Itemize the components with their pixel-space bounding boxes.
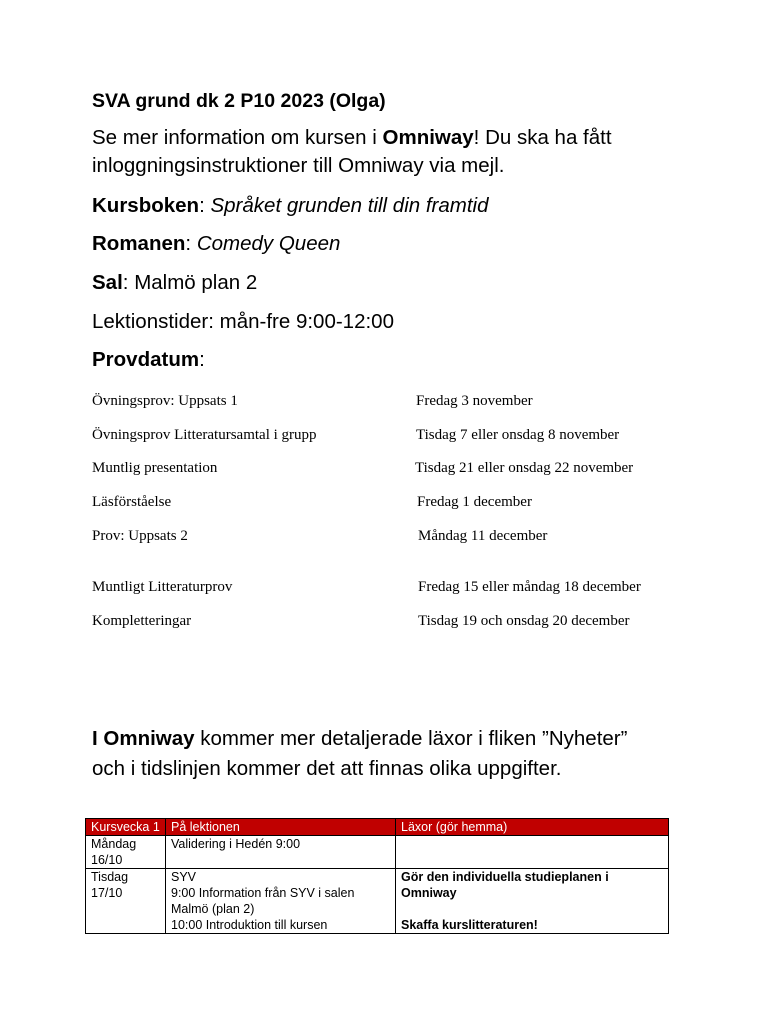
romanen-value: Comedy Queen	[196, 232, 341, 255]
exam-name: Övningsprov: Uppsats 1	[92, 393, 238, 409]
provdatum-sep: :	[199, 348, 205, 371]
schedule-lesson	[166, 869, 396, 934]
table-row	[86, 869, 669, 934]
schedule-lesson: Validering i Hedén 9:00	[166, 836, 396, 869]
exam-name: Muntlig presentation	[92, 460, 218, 476]
kursboken-sep: :	[199, 194, 211, 217]
romanen-label: Romanen	[92, 232, 186, 255]
lesson-line: SYV	[171, 870, 197, 884]
provdatum-line	[92, 347, 205, 373]
omniway-note-rest: kommer mer detaljerade läxor i fliken ”Nyheter”	[194, 727, 628, 750]
exam-name: Kompletteringar	[92, 613, 192, 629]
romanen-line	[92, 231, 340, 257]
exam-date: Måndag 11 december	[418, 528, 548, 544]
sal-label: Sal	[92, 271, 123, 294]
kursboken-label: Kursboken	[92, 194, 200, 217]
exam-date: Tisdag 21 eller onsdag 22 november	[415, 460, 634, 476]
exam-date: Tisdag 19 och onsdag 20 december	[418, 613, 630, 629]
schedule-header-lesson: På lektionen	[166, 819, 396, 836]
sal-sep: :	[122, 271, 135, 294]
kursboken-value: Språket grunden till din framtid	[210, 194, 489, 217]
omniway-note-line-1	[92, 725, 627, 753]
intro-line-2: inloggningsinstruktioner till Omniway via mejl.	[92, 154, 505, 177]
schedule-header-week: Kursvecka 1	[86, 819, 166, 836]
table-row	[86, 836, 669, 869]
schedule-header-homework: Läxor (gör hemma)	[396, 819, 669, 836]
exam-date: Fredag 15 eller måndag 18 december	[418, 579, 641, 595]
homework-line: Gör den individuella studieplanen i Omniway	[401, 870, 609, 900]
exam-name: Övningsprov Litteratursamtal i grupp	[92, 427, 317, 443]
exam-name: Muntligt Litteraturprov	[92, 579, 233, 595]
omniway-note-line-2: och i tidslinjen kommer det att finnas olika uppgifter.	[92, 757, 562, 780]
sal-line	[92, 270, 257, 296]
schedule-homework	[396, 836, 669, 869]
provdatum-label: Provdatum	[92, 348, 200, 371]
schedule-homework	[396, 869, 669, 934]
exam-date: Fredag 1 december	[417, 494, 532, 510]
sal-value: Malmö plan 2	[134, 271, 258, 294]
lektionstider-line: Lektionstider: mån-fre 9:00-12:00	[92, 310, 394, 333]
intro-pre: Se mer information om kursen i	[92, 126, 383, 149]
exam-date: Fredag 3 november	[416, 393, 533, 409]
exam-name: Läsförståelse	[92, 494, 172, 510]
schedule-day: Måndag 16/10	[86, 836, 166, 869]
schedule-day: Tisdag 17/10	[86, 869, 166, 934]
intro-post: ! Du ska ha fått	[473, 126, 612, 149]
kursboken-line	[92, 193, 489, 219]
lesson-line: 10:00 Introduktion till kursen	[171, 918, 328, 932]
exam-date: Tisdag 7 eller onsdag 8 november	[416, 427, 620, 443]
omniway-note-bold: I Omniway	[92, 727, 195, 750]
schedule-header-row	[86, 819, 669, 836]
schedule-table	[85, 818, 669, 934]
homework-line: Skaffa kurslitteraturen!	[401, 918, 538, 932]
intro-omniway: Omniway	[382, 126, 474, 149]
exam-name: Prov: Uppsats 2	[92, 528, 188, 544]
homework-spacer	[401, 901, 663, 917]
lesson-line: 9:00 Information från SYV i salen Malmö (plan 2)	[171, 886, 355, 916]
document-title: SVA grund dk 2 P10 2023 (Olga)	[92, 90, 386, 112]
romanen-sep: :	[185, 232, 197, 255]
intro-line-1	[92, 125, 612, 151]
